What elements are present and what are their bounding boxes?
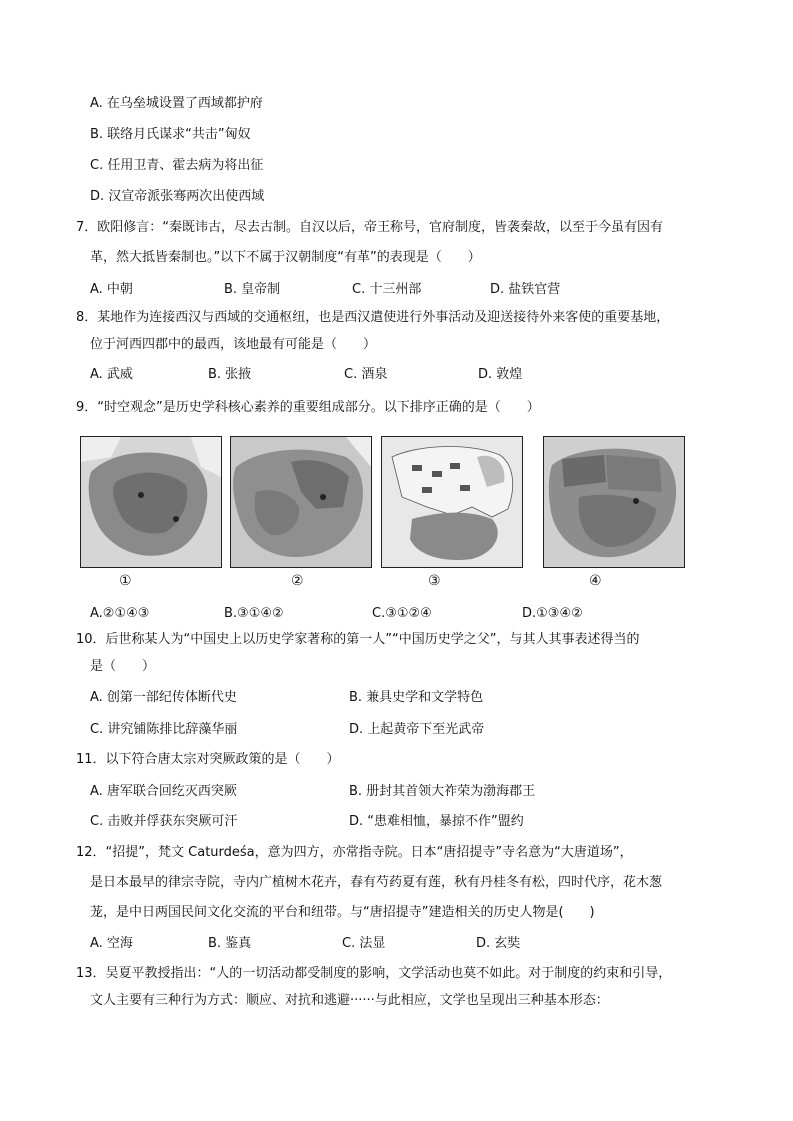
q9-option-c: C.③①②④ (372, 606, 432, 621)
q9-stem: 9．“时空观念”是历史学科核心素养的重要组成部分。以下排序正确的是（ ） (76, 400, 540, 415)
q10-option-c: C. 讲究铺陈排比辞藻华丽 (90, 722, 238, 737)
q8-stem-line1: 8．某地作为连接西汉与西域的交通枢纽，也是西汉遣使进行外事活动及迎送接待外来客使的重要基地， (76, 310, 670, 325)
q6-option-b: B. 联络月氏谋求“共击”匈奴 (90, 127, 251, 142)
q12-option-b: B. 鉴真 (208, 936, 252, 951)
q12-stem-line1: 12．“招提”，梵文 Caturdeśa，意为四方，亦常指寺院。日本“唐招提寺”寺名意为“大唐道场”， (76, 845, 633, 860)
q11-option-a: A. 唐军联合回纥灭西突厥 (90, 784, 237, 799)
q10-option-b: B. 兼具史学和文学特色 (349, 690, 484, 705)
q8-option-d: D. 敦煌 (478, 367, 523, 382)
q11-option-d: D. “患难相恤，暴掠不作”盟约 (349, 814, 524, 829)
q7-stem-line2: 革，然大抵皆秦制也。”以下不属于汉朝制度“有革”的表现是（ ） (90, 250, 481, 265)
q6-option-a: A. 在乌垒城设置了西域都护府 (90, 96, 263, 111)
q8-stem-line2: 位于河西四郡中的最西，该地最有可能是（ ） (90, 337, 377, 352)
q11-option-b: B. 册封其首领大祚荣为渤海郡王 (349, 784, 536, 799)
q12-option-c: C. 法显 (342, 936, 386, 951)
q8-option-b: B. 张掖 (208, 367, 252, 382)
q9-option-b: B.③①④② (224, 606, 284, 621)
map-image-2 (230, 436, 372, 568)
map-number-1: ① (119, 573, 132, 589)
map-number-2: ② (291, 573, 304, 589)
q8-option-a: A. 武威 (90, 367, 133, 382)
q12-option-a: A. 空海 (90, 936, 133, 951)
q10-option-d: D. 上起黄帝下至光武帝 (349, 722, 485, 737)
q6-option-c: C. 任用卫青、霍去病为将出征 (90, 158, 264, 173)
q7-option-d: D. 盐铁官营 (490, 282, 561, 297)
q12-stem-line3: 茏，是中日两国民间文化交流的平台和纽带。与“唐招提寺”建造相关的历史人物是( ) (90, 905, 595, 920)
map-number-3: ③ (428, 573, 441, 589)
map-image-3 (381, 436, 523, 568)
q8-option-c: C. 酒泉 (344, 367, 388, 382)
map-image-1 (80, 436, 222, 568)
q10-stem-line1: 10．后世称某人为“中国史上以历史学家著称的第一人”“中国历史学之父”，与其人其事表述得当的 (76, 632, 640, 647)
map-number-4: ④ (589, 573, 602, 589)
q13-stem-line2: 文人主要有三种行为方式：顺应、对抗和逃避······与此相应，文学也呈现出三种基本形态： (90, 993, 609, 1008)
map-image-4 (543, 436, 685, 568)
q7-option-c: C. 十三州部 (352, 282, 422, 297)
q9-option-a: A.②①④③ (90, 606, 150, 621)
q10-stem-line2: 是（ ） (90, 659, 156, 674)
q7-option-b: B. 皇帝制 (224, 282, 281, 297)
q11-option-c: C. 击败并俘获东突厥可汗 (90, 814, 238, 829)
q10-option-a: A. 创第一部纪传体断代史 (90, 690, 237, 705)
q13-stem-line1: 13．吴夏平教授指出：“人的一切活动都受制度的影响，文学活动也莫不如此。对于制度的约束和引导， (76, 966, 672, 981)
q6-option-d: D. 汉宣帝派张骞两次出使西域 (90, 189, 265, 204)
q12-stem-line2: 是日本最早的律宗寺院，寺内广植树木花卉，春有芍药夏有莲，秋有丹桂冬有松，四时代序，花木葱 (90, 875, 663, 890)
q7-stem-line1: 7．欧阳修言：“秦既讳古，尽去古制。自汉以后，帝王称号，官府制度，皆袭秦故，以至于今虽有因有 (76, 220, 664, 235)
q12-option-d: D. 玄奘 (476, 936, 521, 951)
q11-stem: 11．以下符合唐太宗对突厥政策的是（ ） (76, 752, 340, 767)
q9-option-d: D.①③④② (522, 606, 583, 621)
q7-option-a: A. 中朝 (90, 282, 133, 297)
